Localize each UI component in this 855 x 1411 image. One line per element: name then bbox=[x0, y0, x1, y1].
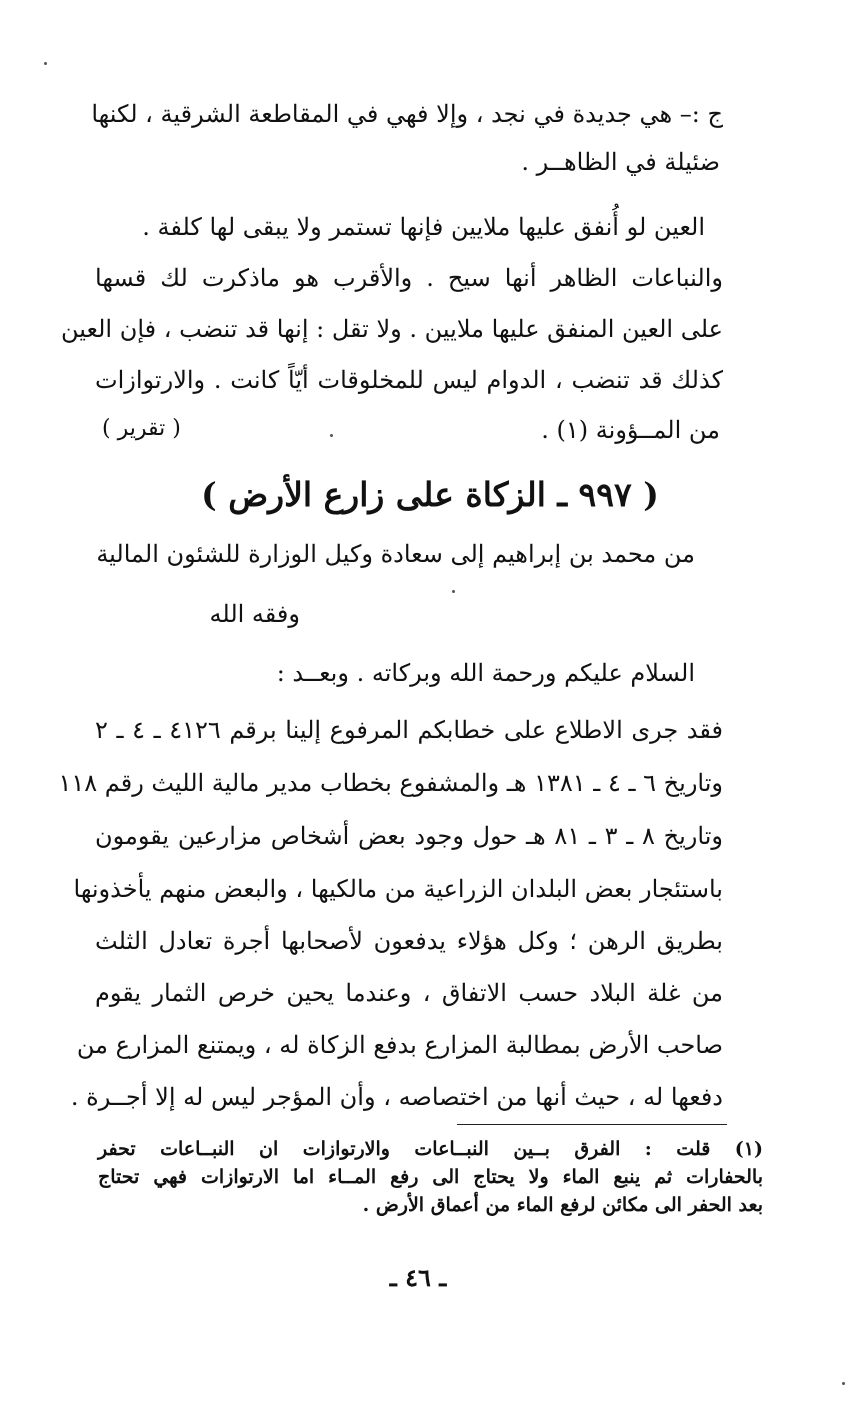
text-line: وتاريخ ٨ ـ ٣ ـ ٨١ هـ حول وجود بعض أشخاص مزارعين يقومون bbox=[95, 822, 723, 850]
report-tag: ( تقرير ) bbox=[102, 416, 181, 441]
text-line: من المــؤونة (١) . bbox=[541, 416, 720, 444]
footnote-line: بالحفارات ثم ينبع الماء ولا يحتاج الى رفع المــاء اما الارتوازات فهي تحتاج bbox=[98, 1166, 763, 1188]
text-line: باستئجار بعض البلدان الزراعية من مالكيها ، والبعض منهم يأخذونها bbox=[73, 875, 723, 903]
text-line: كذلك قد تنضب ، الدوام ليس للمخلوقات أيّاً كانت . والارتوازات bbox=[95, 366, 723, 394]
page-number: ـ ٤٦ ـ bbox=[389, 1263, 447, 1292]
letter-addressee: من محمد بن إبراهيم إلى سعادة وكيل الوزارة للشئون المالية bbox=[96, 540, 695, 568]
footnote-line: بعد الحفر الى مكائن لرفع الماء من أعماق الأرض . bbox=[362, 1194, 763, 1216]
text-line: صاحب الأرض بمطالبة المزارع بدفع الزكاة له ، ويمتنع المزارع من bbox=[76, 1031, 723, 1059]
text-line: وتاريخ ٦ ـ ٤ ـ ١٣٨١ هـ والمشفوع بخطاب مدير مالية الليث رقم ١١٨ bbox=[58, 769, 723, 797]
scan-speck bbox=[330, 434, 333, 437]
text-line: دفعها له ، حيث أنها من اختصاصه ، وأن المؤجر ليس له إلا أجــرة . bbox=[70, 1083, 723, 1111]
section-heading: ( ٩٩٧ ـ الزكاة على زارع الأرض ) bbox=[201, 475, 659, 514]
text-line: والنباعات الظاهر أنها سيح . والأقرب هو ماذكرت لك قسها bbox=[95, 264, 723, 292]
text-line: ج :– هي جديدة في نجد ، وإلا فهي في المقاطعة الشرقية ، لكنها bbox=[91, 100, 723, 128]
text-line: من غلة البلاد حسب الاتفاق ، وعندما يحين خرص الثمار يقوم bbox=[95, 979, 723, 1007]
scan-speck bbox=[44, 62, 47, 65]
letter-blessing: وفقه الله bbox=[209, 600, 300, 628]
text-line: بطريق الرهن ؛ وكل هؤلاء يدفعون لأصحابها أجرة تعادل الثلث bbox=[95, 927, 723, 955]
text-line: على العين المنفق عليها ملايين . ولا تقل : إنها قد تنضب ، فإن العين bbox=[61, 315, 723, 343]
footnote-line: (١) قلت : الفرق بــين النبــاعات والارتوازات ان النبــاعات تحفر bbox=[98, 1138, 763, 1160]
text-line: ضئيلة في الظاهــر . bbox=[521, 148, 720, 176]
footnote-separator bbox=[457, 1124, 727, 1125]
text-line: فقد جرى الاطلاع على خطابكم المرفوع إلينا برقم ٤١٢٦ ـ ٤ ـ ٢ bbox=[95, 716, 724, 744]
letter-greeting: السلام عليكم ورحمة الله وبركاته . وبعــد : bbox=[276, 659, 695, 687]
text-line: العين لو أُنفق عليها ملايين فإنها تستمر ولا يبقى لها كلفة . bbox=[142, 213, 705, 241]
scan-speck bbox=[452, 590, 455, 593]
scan-speck bbox=[842, 1382, 845, 1385]
